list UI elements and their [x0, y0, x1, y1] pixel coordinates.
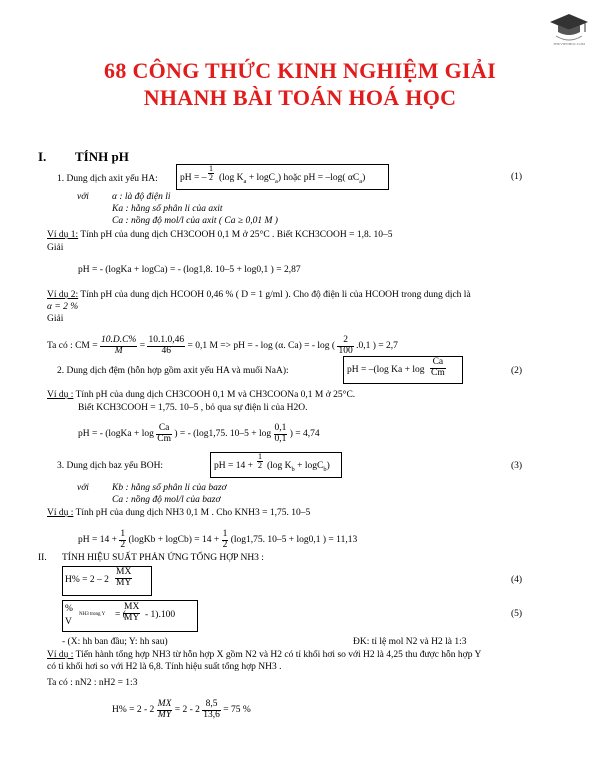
where-1-line-3: Ca : nồng độ mol/l của axit ( Ca ≥ 0,01 M ) — [112, 216, 278, 226]
item-2-label: 2. Dung dịch đệm (hỗn hợp gồm axit yếu HA và muối NaA): — [57, 366, 289, 376]
formula-2-box: pH = –(log Ka + log $\frac{Ca}{Cm}$ — [343, 356, 463, 384]
logo-text: THUVIENHOC.COM — [553, 42, 585, 46]
where-3-voi: với — [77, 483, 89, 493]
formula-1-box: pH = – $\frac{1}{2}$ (log $K_a + \log C_a$) hoặc pH = –log( $\alpha C_a$) — [176, 164, 389, 190]
logo — [548, 10, 590, 46]
example-3-solution: pH = - (logKa + log $\frac{Ca}{Cm}$ ) = - (log1,75. 10–5 + log $\frac{0,1}{0,1}$ ) = 4,74 — [78, 423, 320, 444]
section-2-title: TÍNH HIỆU SUẤT PHẢN ỨNG TỔNG HỢP NH3 : — [62, 553, 264, 563]
example-5: Ví dụ : Tiến hành tổng hợp NH3 từ hỗn hợp X gồm N2 và H2 có tỉ khối hơi so với H2 là 4,25 thu được hỗn hợp Y — [47, 650, 482, 660]
item-1-label: 1. Dung dịch axit yếu HA: — [57, 174, 158, 184]
where-1-line-2: Ka : hằng số phân li của axit — [112, 204, 223, 214]
graduation-cap-icon — [548, 10, 590, 46]
section-1-number: I. — [38, 149, 47, 164]
example-1-solution: pH = - (logKa + logCa) = - (log1,8. 10–5 + log0,1 ) = 2,87 — [78, 265, 301, 275]
note-right: ĐK: tỉ lệ mol N2 và H2 là 1:3 — [353, 637, 467, 647]
example-4: Ví dụ : Tính pH của dung dịch NH3 0,1 M . Cho KNH3 = 1,75. 10–5 — [47, 508, 311, 518]
example-2-solution: Ta có : CM = $\frac{10.D.C\%}{M}$ = $\frac{10.1.0,46}{46}$ = 0,1 M => pH = - log (α. Ca) = - log ( $\frac{2}{100}$ .0,1 ) = 2,7 — [47, 335, 398, 356]
formula-3-number: (3) — [511, 461, 523, 471]
section-2-number: II. — [38, 553, 47, 563]
example-5-line-2: có tỉ khối hơi so với H2 là 6,8. Tính hiệu suất tổng hợp NH3 . — [47, 662, 282, 672]
item-3-label: 3. Dung dịch baz yếu BOH: — [57, 461, 164, 471]
where-3-line-2: Ca : nồng độ mol/l của bazơ — [112, 495, 221, 505]
page-title-line-2: NHANH BÀI TOÁN HOÁ HỌC — [143, 85, 457, 110]
where-3-line-1: Kb : hằng số phân li của bazơ — [112, 483, 227, 493]
formula-4-box: H% = 2 – 2 $\frac{MX}{MY}$ — [62, 566, 152, 596]
example-1: Ví dụ 1: Tính pH của dung dịch CH3COOH 0,1 M ở 25°C . Biết KCH3COOH = 1,8. 10–5 — [47, 230, 393, 240]
example-2-giai: Giải — [47, 314, 64, 324]
formula-3-box: pH = 14 + $\frac{1}{2}$ (log $K_b + \log C_b$) — [210, 452, 342, 478]
formula-2-number: (2) — [511, 366, 523, 376]
formula-1-number: (1) — [511, 172, 523, 182]
example-2: Ví dụ 2: Tính pH của dung dịch HCOOH 0,46 % ( D = 1 g/ml ). Cho độ điện li của HCOOH trong dung dịch là — [47, 290, 471, 300]
example-5-solution: H% = 2 - 2 $\frac{MX}{MY}$ = 2 - 2 $\frac{8,5}{13,6}$ = 75 % — [112, 699, 251, 720]
formula-5-number: (5) — [511, 609, 523, 619]
where-1-line-1: α : là độ điện li — [112, 192, 171, 202]
example-2-alpha: α = 2 % — [47, 302, 79, 312]
example-5-line-3: Ta có : nN2 : nH2 = 1:3 — [47, 678, 138, 688]
formula-5-box: % V NH3 trong Y = ( $\frac{MX}{MY}$ - 1).100 — [62, 600, 198, 632]
example-1-giai: Giải — [47, 243, 64, 253]
formula-4-number: (4) — [511, 575, 523, 585]
where-1-voi: với — [77, 192, 89, 202]
example-3-line-2: Biết KCH3COOH = 1,75. 10–5 , bỏ qua sự điện li của H2O. — [78, 403, 308, 413]
example-4-solution: pH = 14 + $\frac{1}{2}$ (logKb + logCb) = 14 + $\frac{1}{2}$ (log1,75. 10–5 + log0,1 ) = 11,13 — [78, 529, 358, 550]
page-title-line-1: 68 CÔNG THỨC KINH NGHIỆM GIẢI — [104, 58, 496, 83]
note-left: - (X: hh ban đầu; Y: hh sau) — [62, 637, 168, 647]
section-1-title: TÍNH pH — [75, 149, 129, 164]
example-3: Ví dụ : Tính pH của dung dịch CH3COOH 0,1 M và CH3COONa 0,1 M ở 25°C. — [47, 390, 356, 400]
